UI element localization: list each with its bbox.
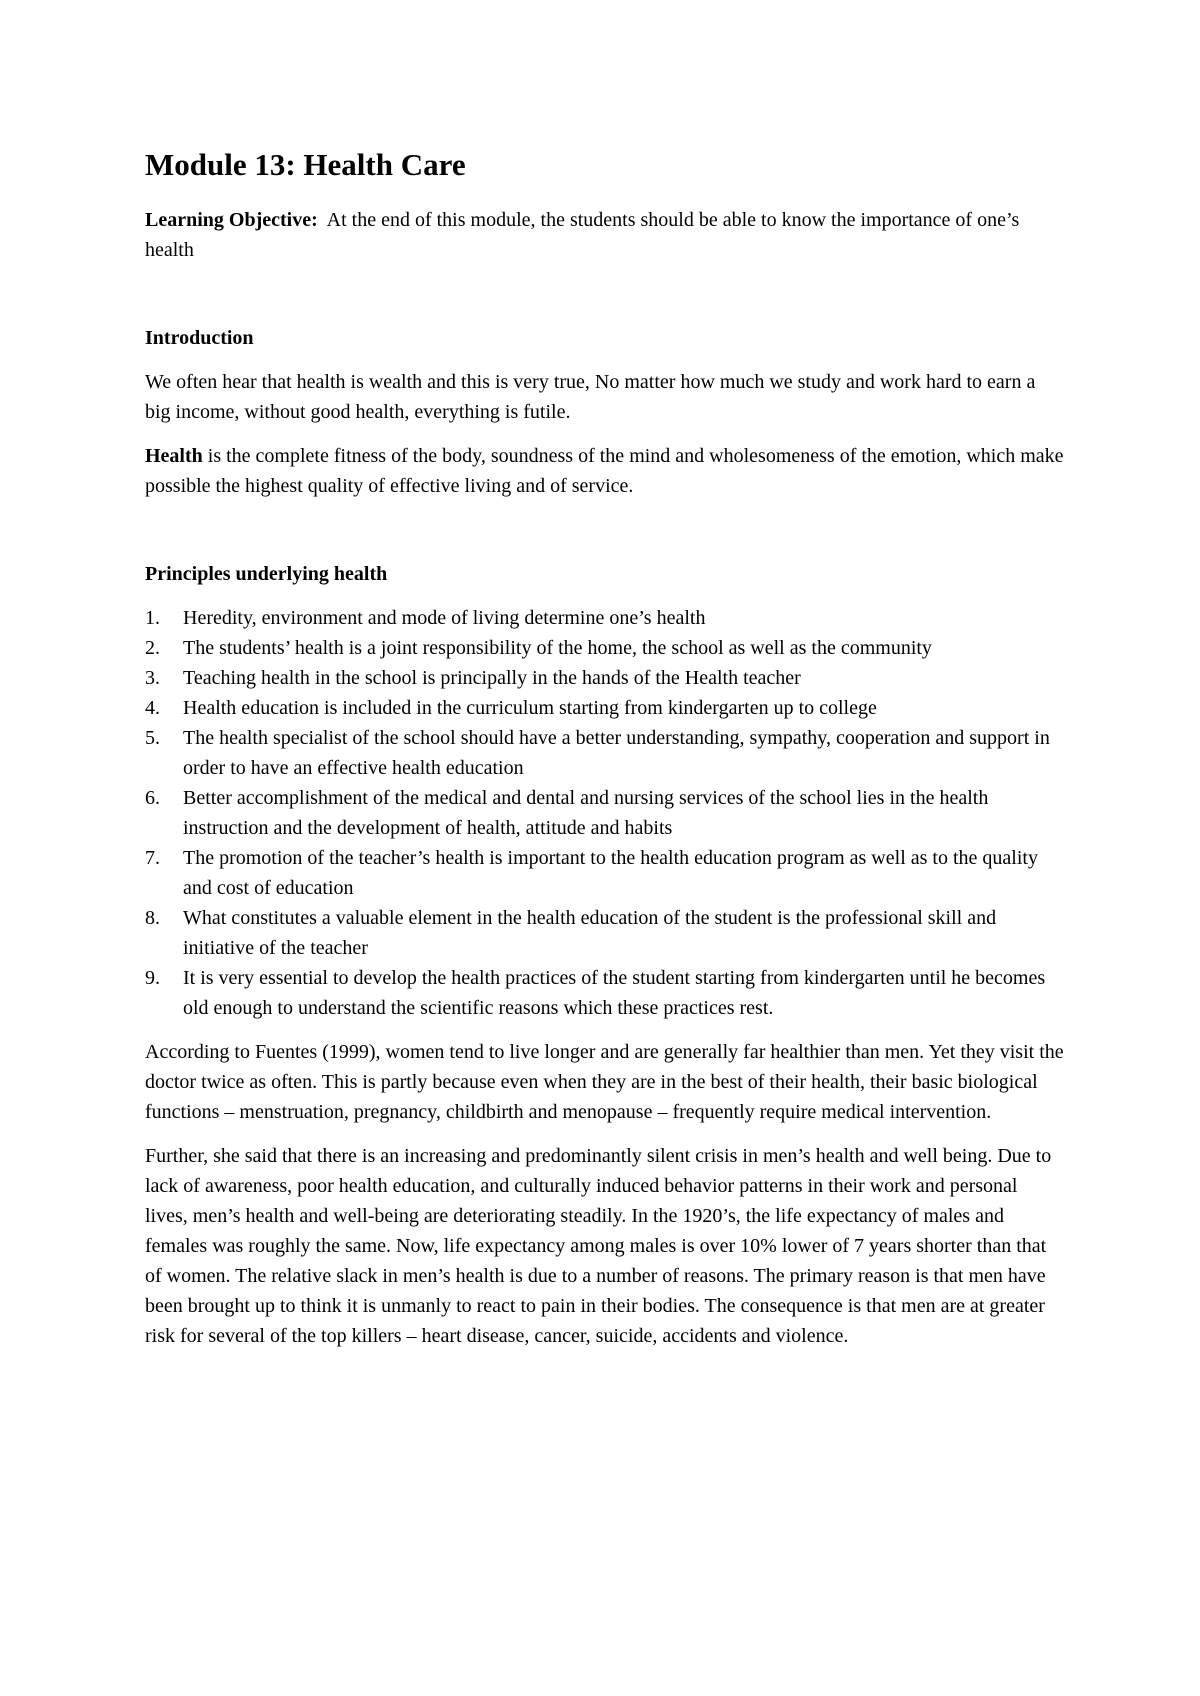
- introduction-paragraph-1: We often hear that health is wealth and this is very true, No matter how much we study and work hard to earn a big income, without good health, everything is futile.: [145, 371, 1036, 423]
- list-item: [145, 603, 1065, 633]
- principles-list: [145, 603, 1065, 1023]
- health-definition-text: is the complete fitness of the body, soundness of the mind and wholesomeness of the emotion, which make possible the highest quality of effective living and of service.: [145, 445, 1064, 497]
- page-title: Module 13: Health Care: [145, 147, 466, 182]
- list-item-number: 6.: [145, 787, 160, 809]
- health-term: Health: [145, 445, 203, 467]
- mens-health-paragraph: Further, she said that there is an increasing and predominantly silent crisis in men’s health and well being. Due to lack of awareness, poor health education, and culturally induced behavior patterns in their work and personal lives, men’s health and well-being are deteriorating steadily. In the 1920’s, the life expectancy of males and females was roughly the same. Now, life expectancy among males is over 10% lower of 7 years shorter than that of women. The relative slack in men’s health is due to a number of reasons. The primary reason is that men have been brought up to think it is unmanly to react to pain in their bodies. The consequence is that men are at greater risk for several of the top killers – heart disease, cancer, suicide, accidents and violence.: [145, 1145, 1052, 1347]
- list-item-text: Teaching health in the school is principally in the hands of the Health teacher: [183, 667, 801, 689]
- list-item-number: 3.: [145, 667, 160, 689]
- list-item-text: The students’ health is a joint responsibility of the home, the school as well as the community: [183, 637, 932, 659]
- list-item-text: The health specialist of the school should have a better understanding, sympathy, cooperation and support in order to have an effective health education: [183, 727, 1050, 779]
- list-item-text: It is very essential to develop the health practices of the student starting from kindergarten until he becomes old enough to understand the scientific reasons which these practices rest.: [183, 967, 1046, 1019]
- health-definition-paragraph: [145, 441, 1065, 501]
- list-item: [145, 963, 1065, 1023]
- list-item: [145, 663, 1065, 693]
- list-item: [145, 783, 1065, 843]
- list-item-number: 7.: [145, 847, 160, 869]
- learning-objective-text: At the end of this module, the students should be able to know the importance of one’s health: [145, 209, 1020, 261]
- list-item: [145, 903, 1065, 963]
- list-item: [145, 843, 1065, 903]
- list-item-number: 1.: [145, 607, 160, 629]
- learning-objective: [145, 205, 1065, 265]
- document-page: [145, 145, 1065, 1365]
- list-item-number: 8.: [145, 907, 160, 929]
- list-item-number: 4.: [145, 697, 160, 719]
- list-item-text: Health education is included in the curriculum starting from kindergarten up to college: [183, 697, 877, 719]
- list-item-number: 5.: [145, 727, 160, 749]
- learning-objective-label: Learning Objective:: [145, 209, 318, 231]
- list-item: [145, 723, 1065, 783]
- list-item-number: 2.: [145, 637, 160, 659]
- list-item: [145, 693, 1065, 723]
- list-item-text: Better accomplishment of the medical and dental and nursing services of the school lies in the health instruction and the development of health, attitude and habits: [183, 787, 989, 839]
- list-item-text: Heredity, environment and mode of living determine one’s health: [183, 607, 706, 629]
- introduction-heading: Introduction: [145, 327, 254, 349]
- list-item-text: What constitutes a valuable element in the health education of the student is the professional skill and initiative of the teacher: [183, 907, 997, 959]
- fuentes-paragraph: According to Fuentes (1999), women tend to live longer and are generally far healthier than men. Yet they visit the doctor twice as often. This is partly because even when they are in the best of their health, their basic biological functions – menstruation, pregnancy, childbirth and menopause – frequently require medical intervention.: [145, 1041, 1064, 1123]
- list-item-number: 9.: [145, 967, 160, 989]
- list-item-text: The promotion of the teacher’s health is important to the health education program as well as to the quality and cost of education: [183, 847, 1038, 899]
- list-item: [145, 633, 1065, 663]
- principles-heading: Principles underlying health: [145, 563, 388, 585]
